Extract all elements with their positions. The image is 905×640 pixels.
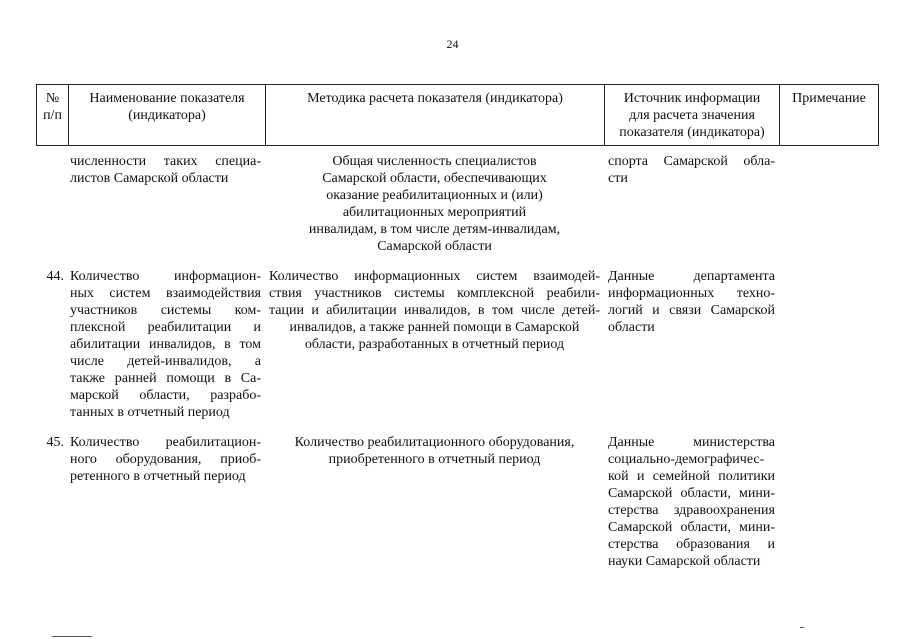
header-note-line: Примечание	[792, 91, 866, 106]
header-method-line: Методика расчета показателя (индикатора)	[307, 91, 563, 106]
row-method-line: области, разработанных в отчетный период	[304, 337, 565, 352]
row-source-line: науки Самарской области	[608, 554, 761, 569]
row-source-line: стерства образования и	[608, 537, 775, 552]
row-name	[68, 153, 265, 255]
row-name-line: марской области, разрабо-	[70, 388, 261, 403]
header-source-line: для расчета значения	[629, 108, 755, 123]
row-number: 44.	[46, 269, 64, 284]
row-source-line: сти	[608, 171, 628, 186]
scan-artifact	[800, 627, 804, 628]
header-source	[605, 85, 780, 145]
row-source-line: Самарской области, мини-	[608, 520, 775, 535]
row-name-line: участников системы ком-	[70, 303, 261, 318]
row-name	[68, 434, 265, 570]
row-method-line: абилитационных мероприятий	[342, 205, 527, 220]
row-name-line: числе детей-инвалидов, а	[70, 354, 261, 369]
page-number: 24	[446, 37, 459, 51]
row-method	[265, 434, 604, 570]
row-name-line: численности таких специа-	[70, 154, 261, 169]
header-source-line: Источник информации	[623, 91, 761, 106]
scan-artifact	[52, 636, 92, 637]
header-method	[266, 85, 605, 145]
table-row	[36, 268, 879, 421]
row-method-line: инвалидам, в том числе детям-инвалидам,	[308, 222, 561, 237]
row-name-line: ных систем взаимодействия	[70, 286, 261, 301]
table-row	[36, 153, 879, 255]
row-number: 45.	[46, 435, 64, 450]
row-name-line: ретенного в отчетный период	[70, 469, 246, 484]
table-header	[36, 84, 879, 146]
row-name-line: Количество реабилитацион-	[70, 435, 261, 450]
row-source	[604, 153, 779, 255]
row-name-line: танных в отчетный период	[70, 405, 230, 420]
row-source-line: стерства здравоохранения	[608, 503, 775, 518]
row-source-line: области	[608, 320, 655, 335]
row-method-line: инвалидов, а также ранней помощи в Самарской	[289, 320, 580, 335]
row-note	[779, 434, 877, 570]
header-name	[69, 85, 266, 145]
row-method-line: оказание реабилитационных и (или)	[326, 188, 543, 203]
row-source-line: Самарской области, мини-	[608, 486, 775, 501]
row-method-line: ствия участников системы комплексной реабили-	[269, 286, 600, 301]
row-method	[265, 153, 604, 255]
row-source-line: социально-демографичес-	[608, 452, 765, 467]
row-method-line: Самарской области	[377, 239, 492, 254]
row-method-line: Количество реабилитационного оборудования,	[294, 435, 575, 450]
row-name-line: листов Самарской области	[70, 171, 229, 186]
row-source-line: кой и семейной политики	[608, 469, 775, 484]
row-number	[36, 153, 68, 255]
row-method-line: тации и абилитации инвалидов, в том числе детей-	[269, 303, 600, 318]
row-name	[68, 268, 265, 421]
row-method-line: Количество информационных систем взаимодей-	[269, 269, 600, 284]
header-num-line: п/п	[43, 108, 62, 123]
row-method-line: Самарской области, обеспечивающих	[322, 171, 547, 186]
header-num	[37, 85, 69, 145]
row-source-line: спорта Самарской обла-	[608, 154, 775, 169]
row-source	[604, 268, 779, 421]
row-name-line: также ранней помощи в Са-	[70, 371, 261, 386]
row-source-line: Данные министерства	[608, 435, 775, 450]
header-name-line: Наименование показателя	[89, 91, 245, 106]
row-source	[604, 434, 779, 570]
row-source-line: информационных техно-	[608, 286, 775, 301]
header-source-line: показателя (индикатора)	[619, 125, 765, 140]
header-name-line: (индикатора)	[128, 108, 206, 123]
row-method	[265, 268, 604, 421]
row-note	[779, 153, 877, 255]
row-name-line: абилитации инвалидов, в том	[70, 337, 261, 352]
row-name-line: ного оборудования, приоб-	[70, 452, 261, 467]
header-num-line: №	[45, 91, 60, 106]
row-name-line: плексной реабилитации и	[70, 320, 261, 335]
header-note	[780, 85, 878, 145]
row-note	[779, 268, 877, 421]
row-name-line: Количество информацион-	[70, 269, 261, 284]
row-source-line: логий и связи Самарской	[608, 303, 775, 318]
row-method-line: Общая численность специалистов	[332, 154, 537, 169]
row-method-line: приобретенного в отчетный период	[328, 452, 541, 467]
row-source-line: Данные департамента	[608, 269, 775, 284]
table-row	[36, 434, 879, 570]
